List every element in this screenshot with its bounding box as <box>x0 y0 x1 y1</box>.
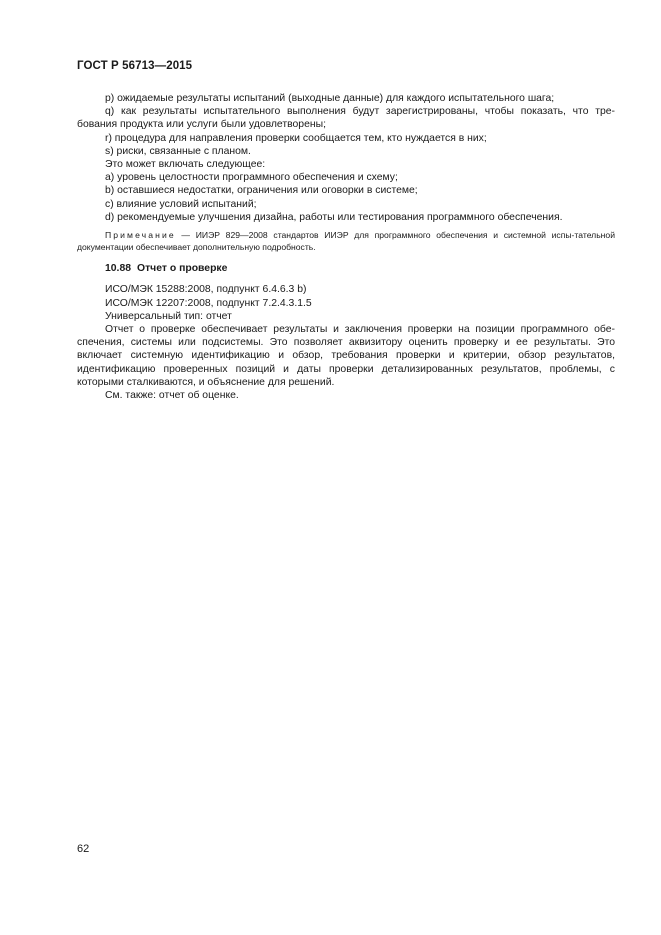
section-heading <box>77 262 615 275</box>
note-dash: — <box>175 230 196 241</box>
intro-line: Это может включать следующее: <box>105 159 266 171</box>
list-item-b: b) оставшиеся недостатки, ограничения или оговорки в системе; <box>105 185 418 197</box>
standard-header: ГОСТ Р 56713—2015 <box>77 60 193 72</box>
list-item-a: a) уровень целостности программного обеспечения и схему; <box>105 172 398 184</box>
note-label: Примечание <box>105 230 176 241</box>
list-item-p: p) ожидаемые результаты испытаний (выходные данные) для каждого испытательного шага; <box>105 93 555 104</box>
section-title: Отчет о проверке <box>137 263 228 275</box>
list-item-r: r) процедура для направления проверки сообщается тем, кто нуждается в них; <box>105 132 487 144</box>
see-also: См. также: отчет об оценке. <box>105 390 239 402</box>
list-item-c: c) влияние условий испытаний; <box>105 198 257 210</box>
list-item-d: d) рекомендуемые улучшения дизайна, работы или тестирования программного обеспечения. <box>105 211 563 223</box>
list-item-s: s) риски, связанные с планом. <box>105 145 251 157</box>
universal-type: Универсальный тип: отчет <box>105 310 232 322</box>
page-content <box>77 92 615 402</box>
definition-paragraph: Отчет о проверке обеспечивает результаты и заключения проверки на позиции программного обе-спечения, системы или подсистемы. Это позволяет аквизитору оценить проверку и ее результаты. Это включает системную идентификацию и обзор, требования проверки и критерии, обзор результатов, идентификацию проверенных позиций и даты проверки детализированных результатов, проблемы, с которыми сталкиваются, и объяснение для решений. <box>77 324 615 388</box>
reference-2: ИСО/МЭК 12207:2008, подпункт 7.2.4.3.1.5 <box>105 297 312 309</box>
reference-1: ИСО/МЭК 15288:2008, подпункт 6.4.6.3 b) <box>105 284 307 296</box>
section-number: 10.88 <box>105 263 132 275</box>
note-paragraph <box>77 230 615 253</box>
note-text: ИИЭР 829—2008 стандартов ИИЭР для программного обеспечения и системной испы-тательной документации обеспечивает дополнительную подробность. <box>77 230 616 252</box>
list-item-q: q) как результаты испытательного выполнения будут зарегистрированы, чтобы показать, что тре-бования продукта или услуги были удовлетворены; <box>77 106 615 131</box>
page-number: 62 <box>77 843 90 855</box>
